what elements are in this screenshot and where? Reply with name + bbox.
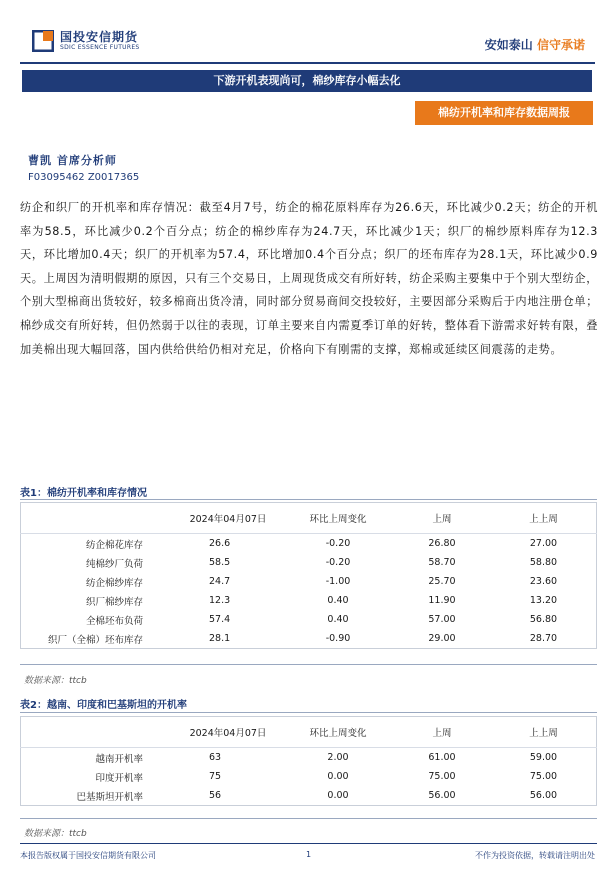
slogan [485, 36, 585, 53]
row-label: 纯棉纱厂负荷 [85, 558, 143, 570]
table-cell: 26.6 [209, 538, 231, 549]
table-row [21, 534, 597, 554]
table-cell: 23.60 [529, 576, 558, 587]
footer-copyright: 本报告版权属于国投安信期货有限公司 [20, 851, 156, 860]
table1-header-row [21, 503, 597, 534]
table-cell: 61.00 [428, 752, 456, 763]
table2-top-rule [20, 712, 597, 713]
row-label: 印度开机率 [95, 772, 143, 784]
row-label: 纺企棉纱库存 [85, 577, 143, 589]
table-row [21, 553, 597, 572]
table-cell: 57.4 [209, 614, 231, 625]
table-cell: 0.00 [327, 771, 349, 782]
table-header-cell: 上上周 [491, 717, 597, 748]
table-cell: -0.20 [325, 538, 351, 549]
table-cell: -0.90 [325, 633, 351, 644]
table-cell: 28.1 [209, 633, 231, 644]
table2-header-row [21, 717, 597, 748]
table-header-cell: 上周 [393, 503, 491, 534]
table-cell: 58.70 [428, 557, 456, 568]
table-cell: 25.70 [428, 576, 456, 587]
table-cell: 75.00 [428, 771, 456, 782]
company-name: 国投安信期货 [60, 30, 139, 44]
table-header-cell: 上上周 [491, 503, 597, 534]
table-cell: 58.80 [529, 557, 558, 568]
page-number: 1 [306, 850, 312, 859]
row-label: 巴基斯坦开机率 [76, 791, 143, 803]
row-label: 织厂（全棉）坯布库存 [47, 634, 143, 646]
table-cell: 56.80 [529, 614, 558, 625]
table-row [21, 610, 597, 629]
table-cell: -1.00 [325, 576, 351, 587]
table-cell: 0.40 [327, 595, 349, 606]
table-cell: -0.20 [325, 557, 351, 568]
table-cell: 63 [209, 752, 222, 763]
table-cell: 56.00 [428, 790, 456, 801]
table1-source: 数据来源：ttcb [24, 676, 87, 686]
footer-disclaimer: 不作为投资依据，转载请注明出处 [475, 851, 595, 860]
table-row [21, 767, 597, 786]
row-label: 纺企棉花库存 [85, 539, 143, 551]
table1 [20, 502, 597, 649]
author-line: 曹凯 首席分析师 [28, 154, 117, 167]
row-label: 全棉坯布负荷 [85, 615, 143, 627]
table-cell: 27.00 [529, 538, 558, 549]
table-cell: 56 [209, 790, 222, 801]
table2-bottom-rule [20, 818, 597, 819]
table1-bottom-rule [20, 664, 597, 665]
table-cell: 12.3 [209, 595, 231, 606]
table-cell: 2.00 [327, 752, 349, 763]
row-label: 织厂棉纱库存 [85, 596, 143, 608]
slogan-part-b: 信守承诺 [536, 38, 585, 52]
table-cell: 59.00 [529, 752, 558, 763]
header-rule [20, 62, 595, 64]
table-header-cell: 环比上周变化 [283, 503, 393, 534]
table-header-cell: 2024年04月07日 [173, 717, 283, 748]
table-row [21, 591, 597, 610]
row-label: 越南开机率 [95, 753, 143, 765]
table-cell: 58.5 [209, 557, 231, 568]
table-row [21, 786, 597, 806]
table-row [21, 572, 597, 591]
table2 [20, 716, 597, 806]
slogan-part-a: 安如泰山 [484, 38, 533, 52]
table-header-cell: 上周 [393, 717, 491, 748]
certificate-numbers: F03095462 Z0017365 [28, 172, 140, 183]
footer-rule [20, 843, 597, 844]
table-cell: 0.00 [327, 790, 349, 801]
table-cell: 0.40 [327, 614, 349, 625]
table-cell: 13.20 [529, 595, 558, 606]
table-row [21, 748, 597, 768]
table-cell: 57.00 [428, 614, 456, 625]
table-row [21, 629, 597, 649]
table2-title: 表2：越南、印度和巴基斯坦的开机率 [20, 700, 187, 711]
table-header-cell: 环比上周变化 [283, 717, 393, 748]
table-cell: 11.90 [428, 595, 456, 606]
table-header-cell [21, 503, 174, 534]
table-header-cell: 2024年04月07日 [173, 503, 283, 534]
table-header-cell [21, 717, 174, 748]
table-cell: 56.00 [529, 790, 558, 801]
table-cell: 28.70 [529, 633, 558, 644]
report-title: 下游开机表现尚可，棉纱库存小幅去化 [22, 70, 592, 92]
table-cell: 29.00 [428, 633, 456, 644]
table-cell: 24.7 [209, 576, 231, 587]
company-logo-icon [32, 30, 54, 52]
table-cell: 75.00 [529, 771, 558, 782]
table-cell: 26.80 [428, 538, 456, 549]
table-cell: 75 [209, 771, 222, 782]
report-tag: 棉纺开机率和库存数据周报 [415, 101, 593, 125]
table1-title: 表1：棉纺开机率和库存情况 [20, 488, 147, 499]
table1-top-rule [20, 499, 597, 500]
table2-source: 数据来源：ttcb [24, 829, 87, 839]
report-body: 纺企和织厂的开机率和库存情况：截至4月7号，纺企的棉花原料库存为26.6天，环比减少0.2天；纺企的开机率为58.5，环比减少0.2个百分点；纺企的棉纱库存为24.7天，环比减少1天；织厂的棉纱原料库存为12.3天，环比增加0.4天；织厂的开机率为57.4，环比增加0.4个百分点；织厂的坯布库存为28.1天，环比减少0.9天。上周因为清明假期的原因，只有三个交易日，上周现货成交有所好转，纺企采购主要集中于个别大型纺企，个别大型棉商出货较好，较多棉商出货冷清，同时部分贸易商间交投较好，主要因部分采购后于内地注册仓单；棉纱成交有所好转，但仍然弱于以往的表现，订单主要来自内需夏季订单的好转，整体看下游需求好转有限，叠加美棉出现大幅回落，国内供给供给仍相对充足，价格向下有刚需的支撑，郑棉或延续区间震荡的走势。 [20, 201, 598, 356]
company-name-en: SDIC ESSENCE FUTURES [60, 44, 140, 51]
